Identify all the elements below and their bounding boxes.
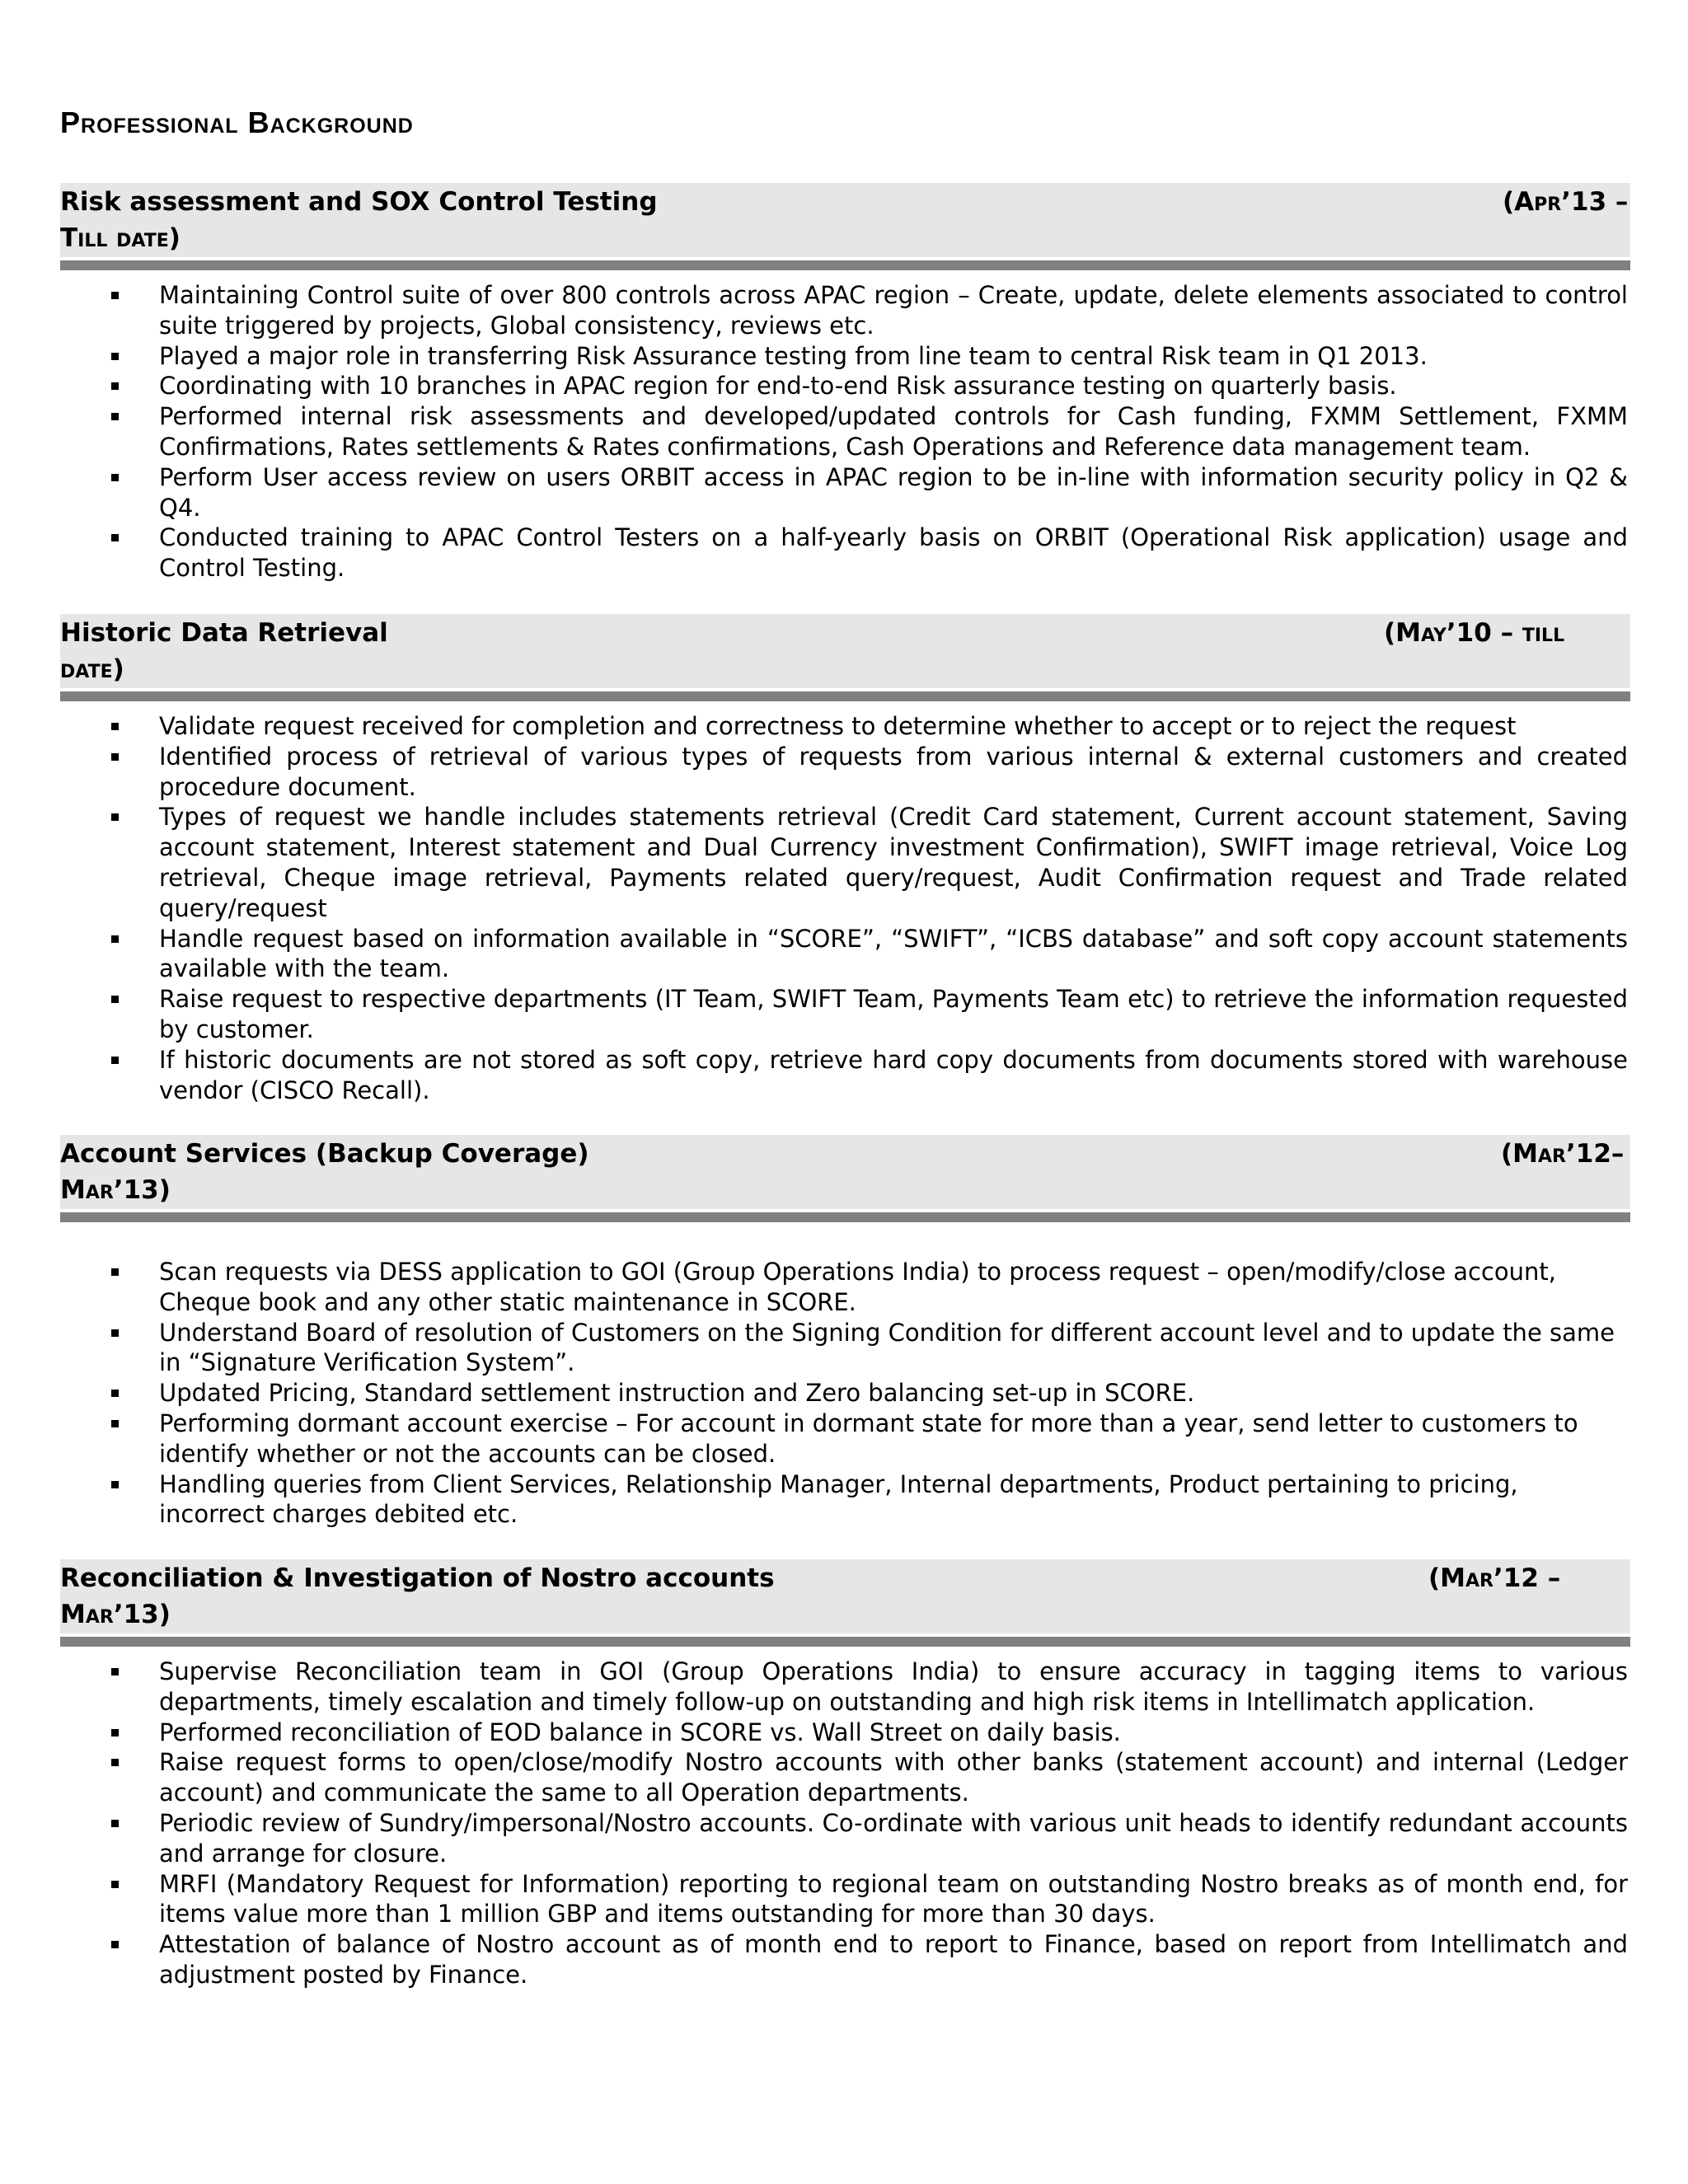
section-divider: [60, 1637, 1630, 1647]
square-bullet-icon: [111, 1881, 119, 1888]
job-date: (Apr’13 –: [1503, 187, 1629, 217]
list-item: Periodic review of Sundry/impersonal/Nostro accounts. Co-ordinate with various unit heads to identify redundant accounts and arrange for closure.: [60, 1808, 1628, 1869]
list-item: Raise request forms to open/close/modify Nostro accounts with other banks (statement account) and internal (Ledger account) and communicate the same to all Operation departments.: [60, 1747, 1628, 1808]
square-bullet-icon: [111, 1268, 119, 1276]
square-bullet-icon: [111, 1759, 119, 1766]
list-item: Validate request received for completion and correctness to determine whether to accept or to reject the request: [60, 711, 1628, 742]
list-item: Perform User access review on users ORBIT access in APAC region to be in-line with information security policy in Q2 & Q4.: [60, 462, 1628, 523]
list-item: Performed internal risk assessments and developed/updated controls for Cash funding, FXMM Settlement, FXMM Confirmations, Rates settlements & Rates confirmations, Cash Operations and Reference data management team.: [60, 401, 1628, 462]
square-bullet-icon: [111, 723, 119, 730]
list-item: Played a major role in transferring Risk Assurance testing from line team to central Risk team in Q1 2013.: [60, 341, 1628, 372]
square-bullet-icon: [111, 1420, 119, 1427]
list-item: Maintaining Control suite of over 800 controls across APAC region – Create, update, delete elements associated to control suite triggered by projects, Global consistency, reviews etc.: [60, 280, 1628, 341]
square-bullet-icon: [111, 292, 119, 299]
job-title: Reconciliation & Investigation of Nostro accounts: [60, 1563, 775, 1593]
list-item: Performed reconciliation of EOD balance in SCORE vs. Wall Street on daily basis.: [60, 1718, 1628, 1748]
job-title: Risk assessment and SOX Control Testing: [60, 187, 658, 217]
list-item: Coordinating with 10 branches in APAC region for end-to-end Risk assurance testing on quarterly basis.: [60, 371, 1628, 401]
job-date: (Mar’12 –: [1428, 1563, 1561, 1593]
section-divider: [60, 691, 1630, 701]
duties-list: [60, 1257, 1630, 1530]
square-bullet-icon: [111, 813, 119, 821]
square-bullet-icon: [111, 413, 119, 420]
list-item: MRFI (Mandatory Request for Information) reporting to regional team on outstanding Nostro breaks as of month end, for items value more than 1 million GBP and items outstanding for more than 30 days.: [60, 1869, 1628, 1930]
list-item: Performing dormant account exercise – For account in dormant state for more than a year, send letter to customers to identify whether or not the accounts can be closed.: [60, 1408, 1628, 1469]
job-date-continued: Mar’13): [60, 1175, 171, 1205]
job-title: Historic Data Retrieval: [60, 618, 388, 648]
list-item: Handling queries from Client Services, Relationship Manager, Internal departments, Product pertaining to pricing, incorrect charges debited etc.: [60, 1469, 1628, 1530]
list-item: Scan requests via DESS application to GOI (Group Operations India) to process request – open/modify/close account, Cheque book and any other static maintenance in SCORE.: [60, 1257, 1628, 1318]
list-item: Understand Board of resolution of Customers on the Signing Condition for different account level and to update the same in “Signature Verification System”.: [60, 1318, 1628, 1379]
square-bullet-icon: [111, 753, 119, 761]
square-bullet-icon: [111, 474, 119, 481]
section-header: [60, 614, 1630, 688]
square-bullet-icon: [111, 1820, 119, 1827]
square-bullet-icon: [111, 1941, 119, 1948]
square-bullet-icon: [111, 996, 119, 1003]
section-header: [60, 183, 1630, 257]
square-bullet-icon: [111, 1390, 119, 1397]
duties-list: [60, 711, 1630, 1105]
job-date-continued: Till date): [60, 223, 181, 253]
experience-section-account-services: [60, 1135, 1630, 1530]
square-bullet-icon: [111, 353, 119, 360]
section-divider: [60, 1212, 1630, 1222]
list-item: If historic documents are not stored as soft copy, retrieve hard copy documents from documents stored with warehouse vendor (CISCO Recall).: [60, 1045, 1628, 1106]
list-item: Raise request to respective departments (IT Team, SWIFT Team, Payments Team etc) to retrieve the information requested by customer.: [60, 984, 1628, 1045]
list-item: Conducted training to APAC Control Testers on a half-yearly basis on ORBIT (Operational Risk application) usage and Control Testing.: [60, 523, 1628, 583]
square-bullet-icon: [111, 382, 119, 390]
section-heading: Professional Background: [60, 105, 414, 139]
list-item: Types of request we handle includes statements retrieval (Credit Card statement, Current account statement, Saving account statement, Interest statement and Dual Currency investment Confirmation), SWIFT image retrieval, Voice Log retrieval, Cheque image retrieval, Payments related query/request, Audit Confirmation request and Trade related query/request: [60, 802, 1628, 923]
section-divider: [60, 260, 1630, 270]
job-date-continued: date): [60, 654, 124, 684]
experience-section-historic-data: [60, 614, 1630, 1105]
square-bullet-icon: [111, 1057, 119, 1064]
square-bullet-icon: [111, 534, 119, 541]
job-title: Account Services (Backup Coverage): [60, 1139, 589, 1169]
job-date-continued: Mar’13): [60, 1600, 171, 1629]
square-bullet-icon: [111, 1481, 119, 1488]
duties-list: [60, 1657, 1630, 1990]
square-bullet-icon: [111, 1329, 119, 1337]
experience-section-risk-assessment: [60, 183, 1630, 583]
list-item: Attestation of balance of Nostro account as of month end to report to Finance, based on report from Intellimatch and adjustment posted by Finance.: [60, 1929, 1628, 1990]
square-bullet-icon: [111, 1668, 119, 1675]
section-header: [60, 1135, 1630, 1209]
section-header: [60, 1559, 1630, 1633]
duties-list: [60, 280, 1630, 583]
square-bullet-icon: [111, 1729, 119, 1736]
job-date: (May’10 – till: [1384, 618, 1565, 648]
list-item: Updated Pricing, Standard settlement instruction and Zero balancing set-up in SCORE.: [60, 1378, 1628, 1408]
list-item: Supervise Reconciliation team in GOI (Group Operations India) to ensure accuracy in tagging items to various departments, timely escalation and timely follow-up on outstanding and high risk items in Intellimatch application.: [60, 1657, 1628, 1718]
experience-section-reconciliation: [60, 1559, 1630, 1990]
job-date: (Mar’12–: [1501, 1139, 1625, 1169]
list-item: Identified process of retrieval of various types of requests from various internal & external customers and created procedure document.: [60, 742, 1628, 803]
list-item: Handle request based on information available in “SCORE”, “SWIFT”, “ICBS database” and soft copy account statements available with the team.: [60, 924, 1628, 985]
square-bullet-icon: [111, 935, 119, 943]
